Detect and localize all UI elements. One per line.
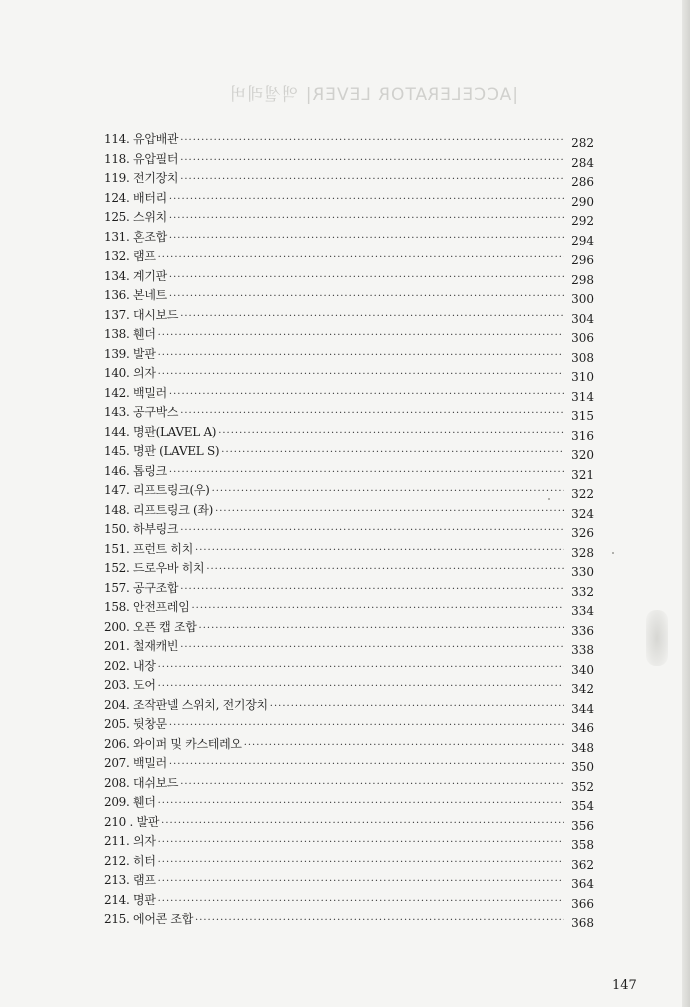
toc-entry-title: 119. 전기장치 (104, 171, 179, 185)
dot-leader (180, 408, 564, 419)
dot-leader (158, 369, 564, 380)
toc-entry-page: 354 (571, 799, 594, 813)
toc-entry-page: 362 (571, 857, 594, 872)
toc-entry-page: 294 (571, 233, 594, 248)
toc-entry (104, 735, 594, 755)
toc-entry-page: 286 (571, 175, 594, 189)
dot-leader (180, 584, 564, 595)
dot-leader (158, 837, 564, 848)
toc-entry-page: 350 (571, 760, 594, 774)
toc-entry-page: 338 (571, 643, 594, 657)
toc-entry (104, 598, 594, 618)
dot-leader (221, 447, 564, 458)
dot-leader (192, 603, 565, 614)
dot-leader (206, 564, 564, 575)
dot-leader (195, 915, 564, 926)
toc-entry (104, 384, 594, 404)
dot-leader (180, 174, 564, 185)
toc-entry-title: 139. 발판 (104, 346, 156, 361)
toc-entry-page: 366 (571, 896, 594, 911)
toc-entry-title: 203. 도어 (104, 678, 156, 692)
table-of-contents (104, 130, 594, 930)
toc-entry (104, 774, 594, 794)
toc-entry-title: 136. 본네트 (104, 288, 167, 302)
dot-leader (158, 798, 564, 809)
toc-entry-title: 205. 뒷창문 (104, 717, 167, 731)
toc-entry (104, 462, 594, 482)
toc-entry-page: 290 (571, 194, 594, 209)
toc-entry-title: 148. 리프트링크 (좌) (104, 502, 214, 517)
toc-entry (104, 540, 594, 560)
dot-leader (180, 311, 564, 322)
toc-entry-page: 340 (571, 662, 594, 677)
toc-entry (104, 501, 594, 521)
toc-entry-page: 344 (571, 701, 594, 716)
toc-entry-page: 298 (571, 272, 594, 287)
toc-entry (104, 657, 594, 677)
toc-entry-title: 207. 백밀러 (104, 756, 167, 770)
dot-leader (215, 506, 564, 517)
toc-entry (104, 306, 594, 326)
toc-entry-title: 204. 조작판넬 스위치, 전기장치 (104, 697, 268, 712)
dot-leader (169, 389, 564, 400)
dot-leader (180, 155, 564, 166)
toc-entry-title: 131. 혼조합 (104, 229, 167, 244)
toc-entry (104, 403, 594, 423)
toc-entry-page: 332 (571, 584, 594, 599)
toc-entry-title: 200. 오픈 캡 조합 (104, 619, 197, 634)
dot-leader (158, 681, 564, 692)
toc-entry-page: 306 (571, 331, 594, 345)
dot-leader (169, 213, 564, 224)
dot-leader (169, 291, 564, 302)
toc-entry-page: 324 (571, 506, 594, 521)
toc-entry-title: 150. 하부링크 (104, 522, 179, 536)
toc-entry-page: 284 (571, 155, 594, 170)
toc-entry-title: 137. 대시보드 (104, 307, 179, 322)
toc-entry-page: 346 (571, 721, 594, 735)
dot-leader (180, 525, 564, 536)
toc-entry-page: 321 (571, 467, 594, 482)
dot-leader (180, 642, 564, 653)
dot-leader (158, 876, 564, 887)
toc-entry-page: 282 (571, 136, 594, 150)
toc-entry-title: 138. 휀더 (104, 327, 156, 341)
toc-entry (104, 228, 594, 248)
toc-entry (104, 325, 594, 345)
toc-entry (104, 345, 594, 365)
toc-entry-page: 322 (571, 487, 594, 501)
toc-entry (104, 247, 594, 267)
toc-entry (104, 754, 594, 774)
toc-entry-page: 330 (571, 565, 594, 579)
dot-leader (199, 623, 564, 634)
toc-entry-page: 342 (571, 682, 594, 696)
toc-entry (104, 793, 594, 813)
toc-entry-title: 212. 히터 (104, 853, 156, 868)
toc-entry-title: 147. 리프트링크(우) (104, 483, 210, 497)
toc-entry (104, 637, 594, 657)
toc-entry (104, 871, 594, 891)
toc-entry-title: 152. 드로우바 히치 (104, 561, 205, 575)
toc-entry-title: 118. 유압필터 (104, 151, 179, 166)
toc-entry (104, 559, 594, 579)
toc-entry (104, 130, 594, 150)
dot-leader (158, 252, 564, 263)
dot-leader (212, 486, 564, 497)
dot-leader (244, 740, 564, 751)
toc-entry (104, 442, 594, 462)
toc-entry-title: 202. 내장 (104, 658, 156, 673)
bleed-through-header: |ACCELERATOR LEVER| 액셀레버 (228, 85, 518, 105)
toc-entry-title: 201. 철재캐빈 (104, 639, 179, 653)
toc-entry-title: 146. 톱링크 (104, 463, 167, 478)
toc-entry-title: 210 . 발판 (104, 814, 160, 829)
toc-entry (104, 481, 594, 501)
toc-entry (104, 169, 594, 189)
toc-entry-page: 352 (571, 779, 594, 794)
toc-entry-page: 364 (571, 877, 594, 891)
toc-entry-title: 140. 의자 (104, 366, 156, 380)
toc-entry (104, 364, 594, 384)
toc-entry-title: 151. 프런트 히치 (104, 541, 194, 556)
toc-entry-page: 328 (571, 545, 594, 560)
dot-leader (195, 545, 564, 556)
toc-entry-title: 214. 명판 (104, 892, 156, 907)
toc-entry-page: 348 (571, 740, 594, 755)
dot-leader (169, 272, 564, 283)
toc-entry-title: 134. 계기판 (104, 268, 167, 283)
dot-leader (158, 350, 564, 361)
toc-entry-title: 142. 백밀러 (104, 385, 167, 400)
toc-entry-page: 316 (571, 428, 594, 443)
toc-entry-page: 320 (571, 448, 594, 462)
toc-entry-page: 358 (571, 838, 594, 852)
toc-entry-page: 300 (571, 292, 594, 306)
toc-entry-title: 213. 램프 (104, 873, 156, 887)
toc-entry (104, 832, 594, 852)
toc-entry-title: 132. 램프 (104, 249, 156, 263)
toc-entry (104, 208, 594, 228)
toc-entry-title: 114. 유압배관 (104, 132, 179, 146)
dot-leader (218, 428, 564, 439)
toc-entry (104, 813, 594, 833)
toc-entry-page: 315 (571, 409, 594, 423)
dot-leader (180, 779, 564, 790)
toc-entry-title: 157. 공구조합 (104, 580, 179, 595)
toc-entry (104, 618, 594, 638)
toc-entry (104, 520, 594, 540)
page-number: 147 (612, 978, 637, 993)
toc-entry (104, 579, 594, 599)
dot-leader (158, 330, 564, 341)
toc-entry (104, 150, 594, 170)
toc-entry-title: 124. 배터리 (104, 190, 167, 205)
dot-leader (169, 467, 564, 478)
toc-entry-title: 208. 대쉬보드 (104, 775, 179, 790)
toc-entry (104, 910, 594, 930)
dot-leader (161, 818, 564, 829)
dot-leader (169, 720, 564, 731)
toc-entry-title: 144. 명판(LAVEL A) (104, 424, 217, 439)
toc-entry (104, 852, 594, 872)
toc-entry-page: 368 (571, 916, 594, 930)
dot-leader (270, 701, 564, 712)
toc-entry-title: 143. 공구박스 (104, 405, 179, 419)
toc-entry (104, 423, 594, 443)
toc-entry (104, 286, 594, 306)
dot-leader (158, 896, 564, 907)
toc-entry-page: 326 (571, 526, 594, 540)
toc-entry-page: 308 (571, 350, 594, 365)
dot-leader (169, 194, 564, 205)
toc-entry-page: 296 (571, 253, 594, 267)
toc-entry-page: 334 (571, 604, 594, 618)
dot-leader (169, 759, 564, 770)
toc-entry-page: 356 (571, 818, 594, 833)
toc-entry-page: 310 (571, 370, 594, 384)
toc-entry-page: 292 (571, 214, 594, 228)
dot-leader (180, 135, 564, 146)
toc-entry (104, 676, 594, 696)
toc-entry-title: 158. 안전프레임 (104, 600, 190, 614)
toc-entry (104, 696, 594, 716)
toc-entry (104, 891, 594, 911)
toc-entry (104, 189, 594, 209)
toc-entry-title: 215. 에어콘 조합 (104, 912, 194, 926)
dot-leader (158, 857, 564, 868)
dot-leader (169, 233, 564, 244)
toc-entry-title: 211. 의자 (104, 834, 156, 848)
toc-entry-title: 206. 와이퍼 및 카스테레오 (104, 736, 242, 751)
toc-entry (104, 267, 594, 287)
page-edge-shadow (682, 0, 690, 1007)
toc-entry-page: 314 (571, 389, 594, 404)
dot-leader (158, 662, 564, 673)
toc-entry-page: 304 (571, 311, 594, 326)
toc-entry-page: 336 (571, 623, 594, 638)
toc-entry-title: 209. 휀더 (104, 795, 156, 809)
paper-speck (548, 498, 550, 500)
toc-entry-title: 145. 명판 (LAVEL S) (104, 444, 220, 458)
paper-stain (646, 610, 668, 666)
toc-entry (104, 715, 594, 735)
toc-entry-title: 125. 스위치 (104, 210, 167, 224)
paper-speck (612, 552, 614, 554)
